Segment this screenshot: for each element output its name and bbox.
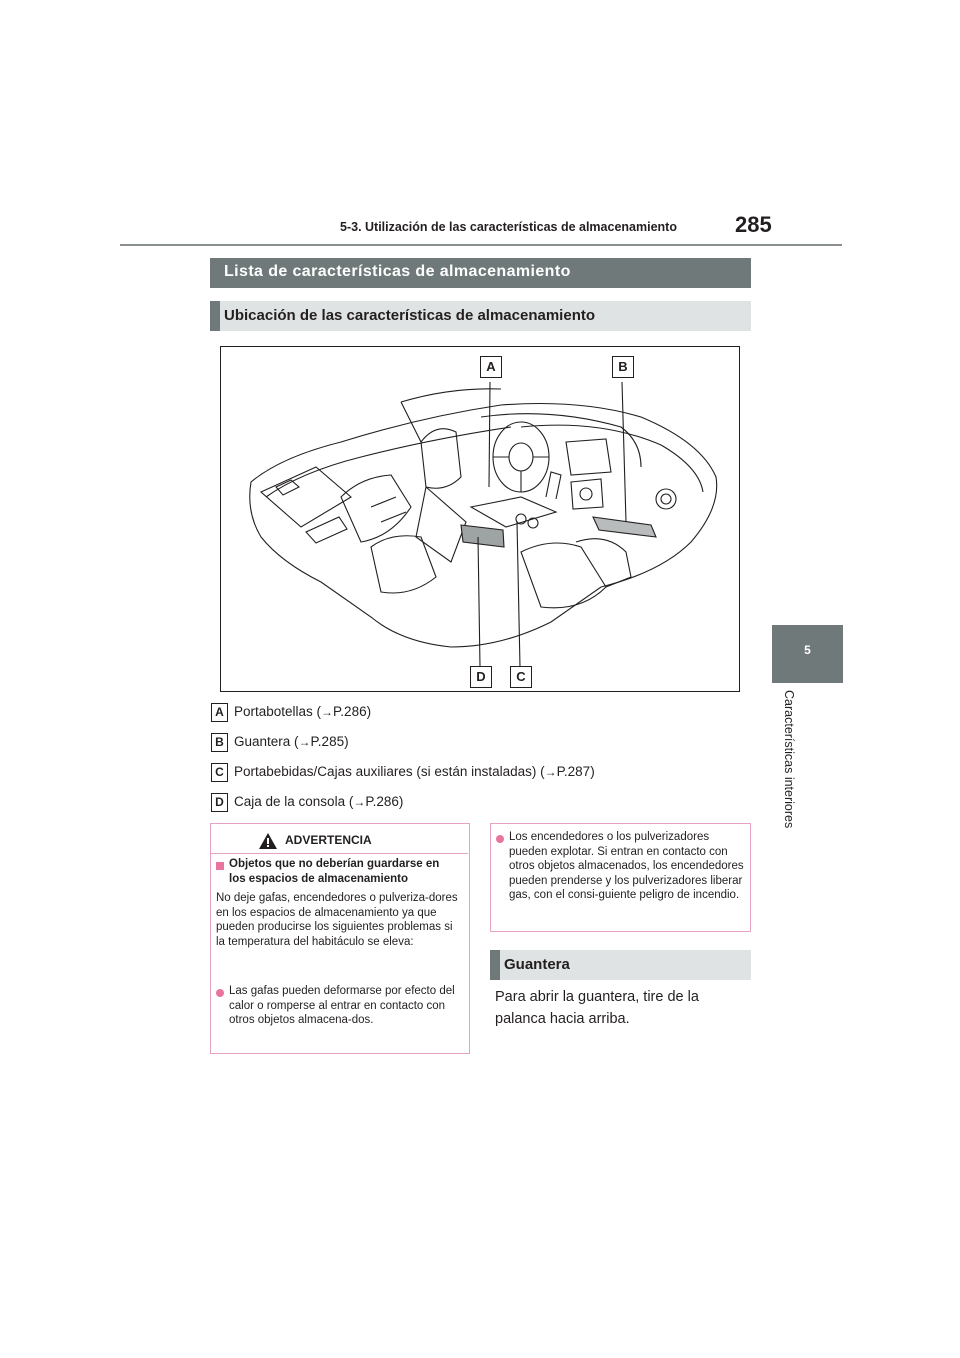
legend-ref-d[interactable]: P.286) [365, 794, 404, 810]
callout-b: B [612, 356, 634, 378]
page-number: 285 [735, 212, 772, 237]
warning-box-continued [490, 823, 751, 932]
car-interior-figure [220, 346, 740, 692]
legend-item-b [211, 733, 349, 752]
square-bullet-icon [216, 862, 224, 870]
callout-d: D [470, 666, 492, 688]
legend-text-d: Caja de la consola ( [234, 794, 354, 810]
warning-bullet-2: Los encendedores o los pulverizadores pueden explotar. Si entran en contacto con otros objetos almacenados, los encendedores pueden prenderse y los pulverizadores liberar gas, con el consi-guiente peligro de incendio. [509, 831, 744, 901]
legend-badge-b: B [211, 733, 228, 752]
chapter-tab [772, 625, 843, 683]
legend-ref-a[interactable]: P.286) [333, 704, 372, 720]
legend-badge-d: D [211, 793, 228, 812]
chapter-title: Características interiores [782, 690, 796, 829]
warning-heading: Objetos que no deberían guardarse en los espacios de almacenamiento [229, 858, 440, 885]
warning-label: ADVERTENCIA [285, 833, 372, 847]
arrow-icon: → [353, 795, 366, 810]
warning-bullet-1: Las gafas pueden deformarse por efecto del calor o romperse al entrar en contacto con otros objetos almacena-dos. [229, 985, 455, 1026]
running-header: 5-3. Utilización de las características de almacenamiento [340, 220, 677, 234]
legend-badge-c: C [211, 763, 228, 782]
legend-text-c: Portabebidas/Cajas auxiliares (si están instaladas) ( [234, 764, 545, 780]
subsection-title-location: Ubicación de las características de almacenamiento [224, 307, 596, 324]
legend-item-a [211, 703, 371, 722]
chapter-number: 5 [804, 643, 811, 657]
warning-body: No deje gafas, encendedores o pulveriza-dores en los espacios de almacenamiento ya que pueden producirse los siguientes problemas si la temperatura del habitáculo se eleva: [216, 892, 458, 948]
section-title: Lista de características de almacenamiento [224, 263, 571, 280]
bullet-dot-icon [216, 989, 224, 997]
legend-ref-b[interactable]: P.285) [310, 734, 349, 750]
bullet-dot-icon [496, 835, 504, 843]
warning-header [211, 824, 468, 854]
arrow-icon: → [544, 765, 557, 780]
callout-a: A [480, 356, 502, 378]
guantera-paragraph: Para abrir la guantera, tire de la palanca hacia arriba. [495, 989, 699, 1027]
warning-box [210, 823, 470, 1054]
warning-triangle-icon [258, 832, 278, 850]
legend-item-d [211, 793, 403, 812]
subsection-bar-guantera [490, 950, 751, 980]
legend-text-b: Guantera ( [234, 734, 299, 750]
arrow-icon: → [321, 705, 334, 720]
legend-ref-c[interactable]: P.287) [556, 764, 595, 780]
legend-item-c [211, 763, 595, 782]
callout-c: C [510, 666, 532, 688]
subsection-bar-location [210, 301, 751, 331]
header-rule [120, 244, 842, 246]
subsection-title-guantera: Guantera [504, 956, 570, 973]
legend-text-a: Portabotellas ( [234, 704, 322, 720]
legend-badge-a: A [211, 703, 228, 722]
section-title-bar [210, 258, 751, 288]
car-interior-illustration [221, 347, 738, 690]
arrow-icon: → [298, 735, 311, 750]
